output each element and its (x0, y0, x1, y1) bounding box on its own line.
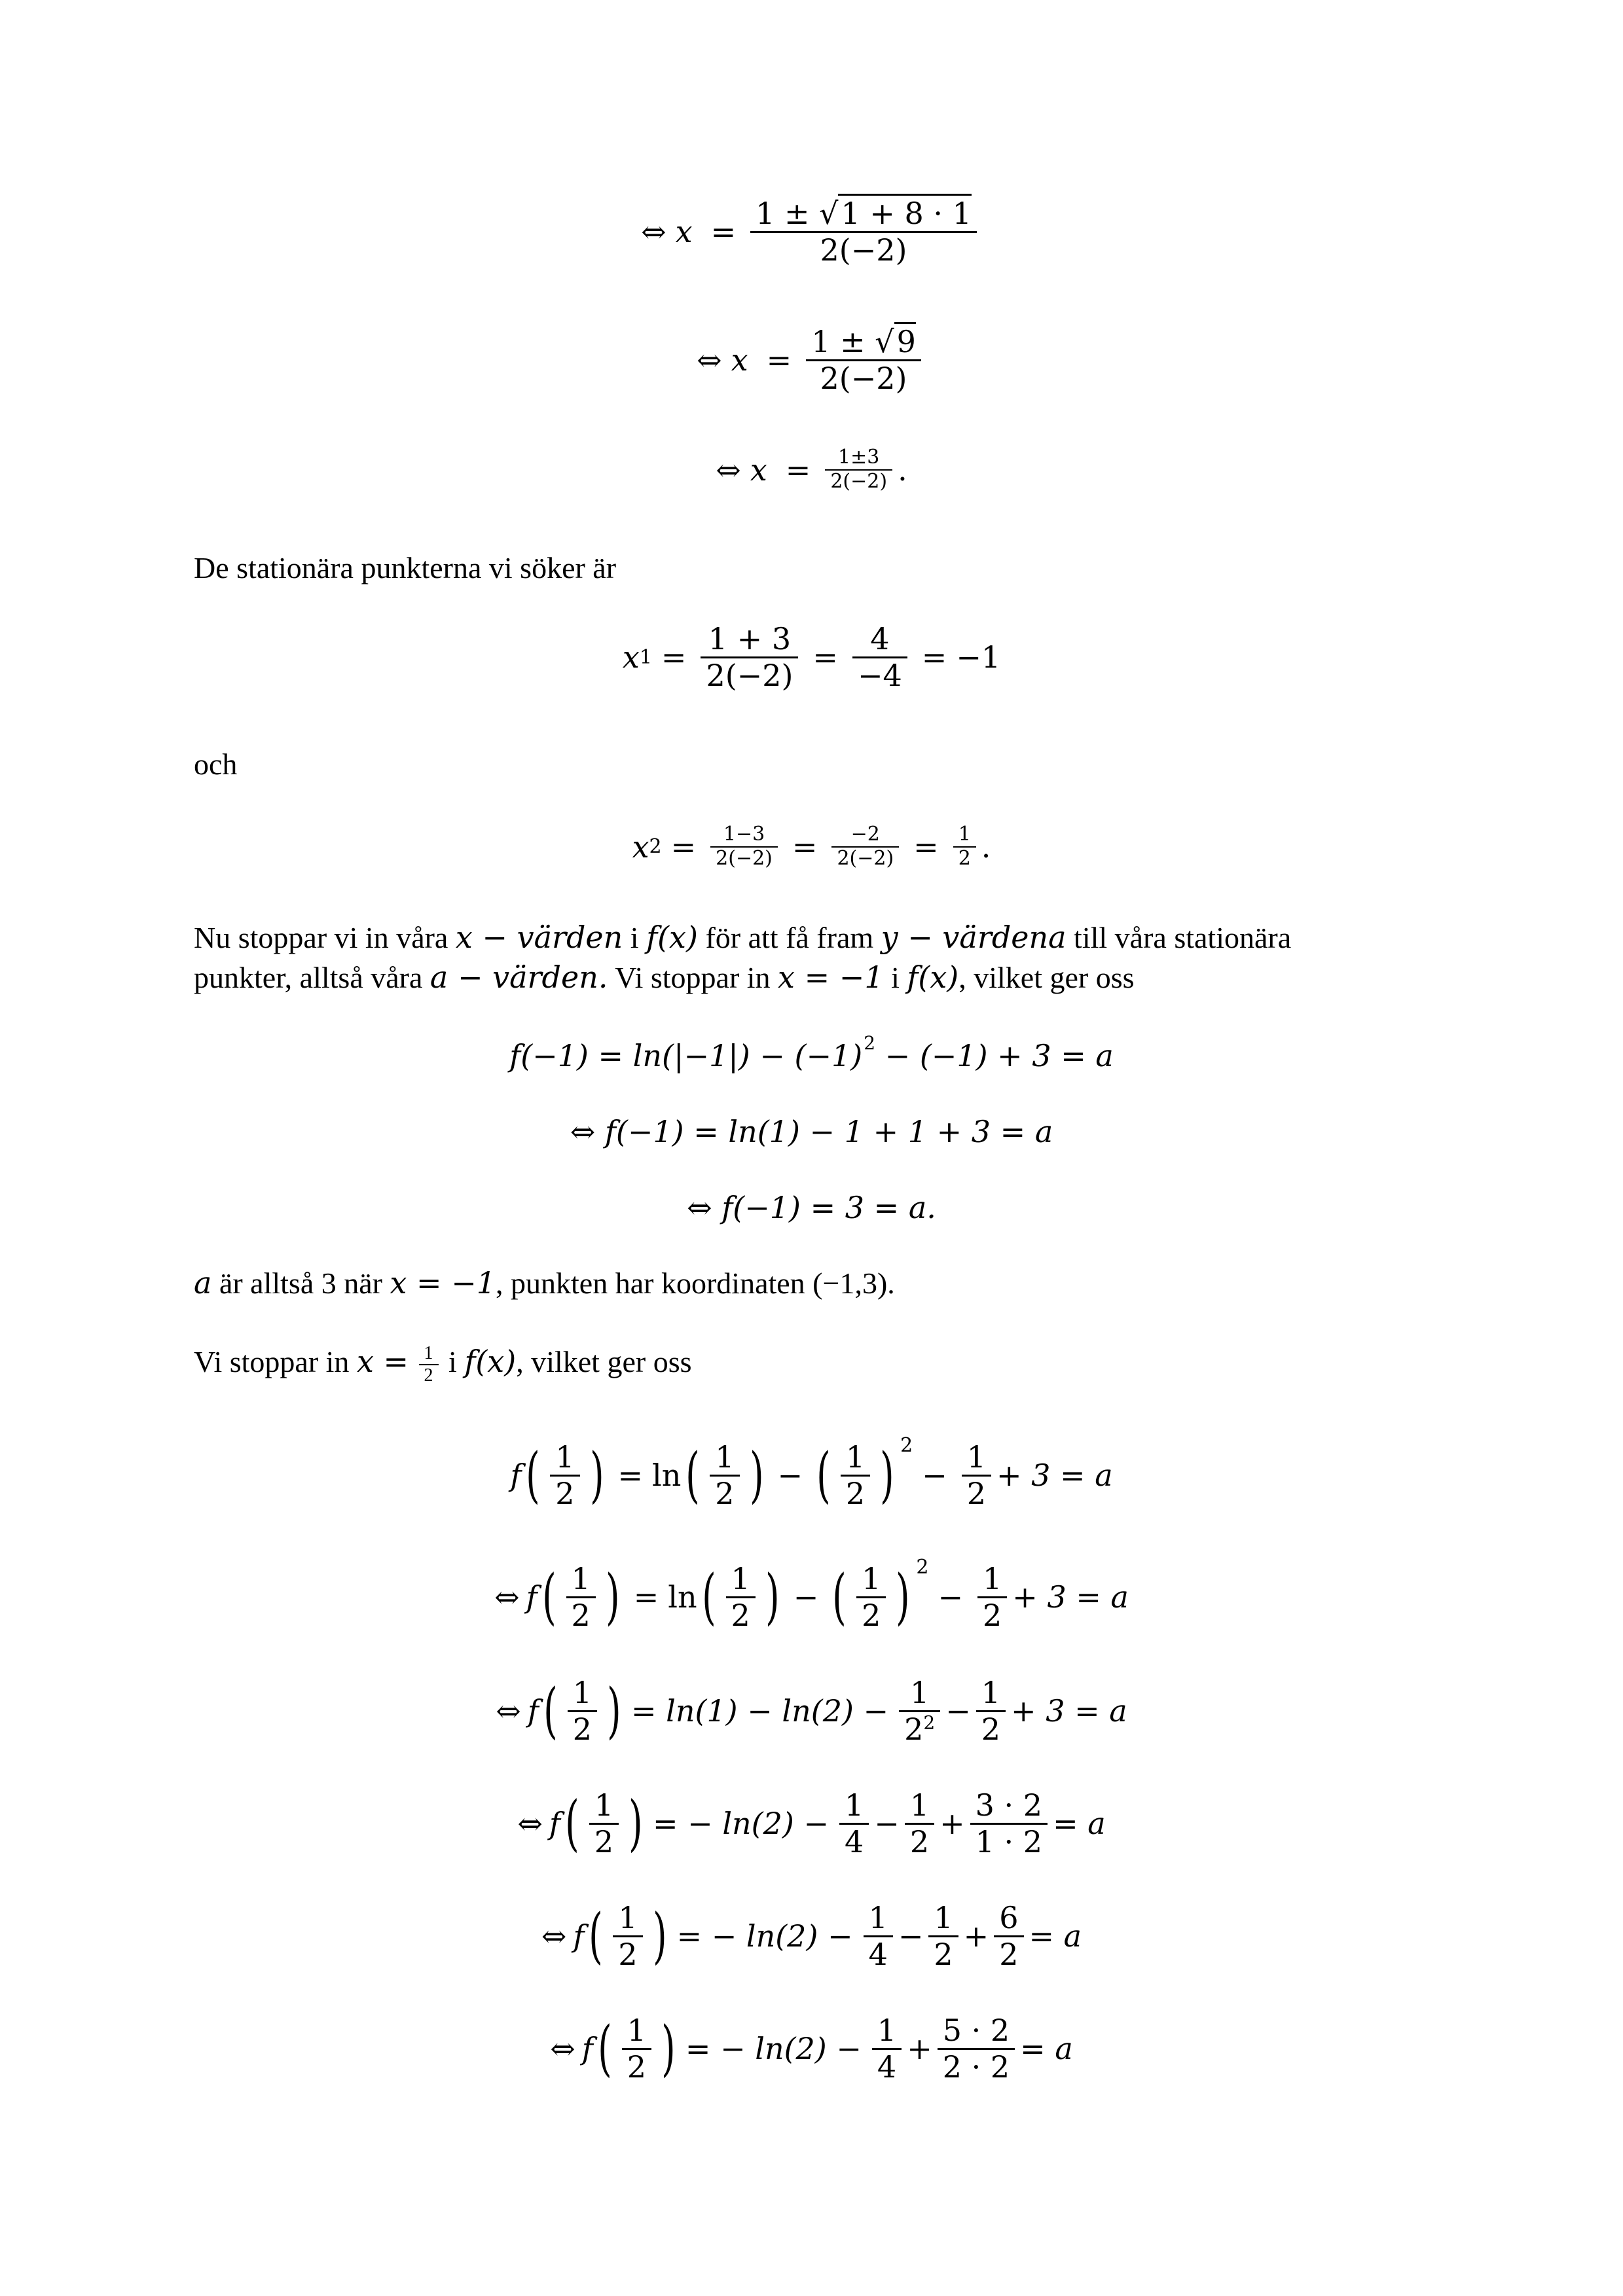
text-run: i (883, 961, 907, 994)
denominator: 4 (877, 2049, 897, 2085)
denominator: 2 · 2 (942, 2049, 1010, 2085)
minus: − (777, 1458, 803, 1494)
fraction (710, 823, 778, 870)
math-run: f(x) (464, 1344, 517, 1379)
fraction (750, 196, 977, 268)
denominator: 2 (966, 1475, 986, 1511)
math-run: y − värdena (881, 920, 1067, 955)
denominator: 2 (731, 1597, 750, 1633)
equation-1pm3: ⇔ x = $\frac{1\pm 3}{2(-2)}$ . (716, 446, 907, 493)
math-run: + 3 = a (996, 1458, 1113, 1494)
equivalence-symbol: ⇔ (697, 342, 722, 378)
denominator: 2 (571, 1597, 591, 1633)
numerator: 1 (594, 1787, 614, 1823)
minus: − (922, 1458, 947, 1494)
equivalence-symbol: ⇔ (716, 452, 741, 488)
numerator: 1 (715, 1439, 735, 1475)
numerator: 1 (571, 1561, 591, 1596)
paragraph-och: och (194, 747, 238, 781)
equivalence-symbol: ⇔ (494, 1579, 520, 1615)
equation-f-minus1-b (0, 1114, 1623, 1149)
text-run: punkter, alltså våra (194, 961, 430, 994)
math-run: = − ln(2) − (676, 1918, 853, 1954)
numerator: 1 (572, 1675, 593, 1710)
fraction (825, 446, 892, 493)
function-f: f (527, 1693, 539, 1729)
equation-sqrt9: ⇔ x = $\frac{1 \pm √9}{2(-2)}$ (0, 325, 1623, 396)
equivalence-symbol: ⇔ (517, 1806, 543, 1842)
variable-x: x (750, 452, 767, 488)
fraction (856, 1562, 886, 1633)
subscript: 1 (639, 645, 652, 669)
fraction (928, 1901, 958, 1972)
numerator: 1 (845, 1439, 866, 1475)
denominator: 2(−2) (706, 657, 793, 693)
variable-x: x (675, 214, 693, 250)
text-run: är alltså 3 när (211, 1266, 390, 1300)
equivalence-symbol: ⇔ (550, 2031, 575, 2067)
function-f: f (581, 2031, 593, 2067)
fraction (701, 622, 798, 693)
math-run: x = (356, 1344, 409, 1379)
text-run: för att få fram (697, 921, 881, 954)
superscript: 2 (923, 1712, 936, 1734)
numerator: 1 (868, 1900, 888, 1935)
paragraph-insert-half (194, 1342, 1438, 1387)
radicand: 9 (894, 322, 916, 359)
fraction (994, 1901, 1023, 1972)
plus: + (963, 1918, 989, 1954)
denominator: 4 (868, 1936, 888, 1972)
numerator: 1 (910, 1675, 930, 1710)
fraction (589, 1788, 619, 1859)
text-run: , vilket ger oss (516, 1345, 692, 1378)
text-run: Nu stoppar vi in våra (194, 921, 456, 954)
fraction (841, 1440, 870, 1511)
plus: + (939, 1806, 965, 1842)
fraction (622, 2013, 651, 2085)
denominator: 2 (618, 1936, 638, 1972)
superscript: 2 (864, 1032, 876, 1054)
math-run: = a (1053, 1806, 1106, 1842)
numerator: 1 (909, 1787, 930, 1823)
numerator-prefix: 1 ± √ (811, 324, 894, 359)
denominator: 4 (845, 1823, 864, 1859)
equation-f-minus1-a (0, 1032, 1623, 1073)
math-run: + 3 = a (1011, 1693, 1127, 1729)
math-run: f(x) (646, 920, 698, 955)
numerator: 1 (981, 1675, 1001, 1710)
numerator: 1 + 3 (708, 621, 792, 656)
fraction (899, 1676, 940, 1747)
equivalence-symbol: ⇔ (641, 214, 666, 250)
math-run: x = −1 (778, 960, 884, 995)
math-run: = − ln(2) − (685, 2031, 862, 2067)
minus: − (945, 1693, 971, 1729)
subscript: 2 (649, 835, 662, 858)
minus: − (938, 1579, 963, 1615)
text-run: till våra stationära (1066, 921, 1292, 954)
function-f: f (549, 1806, 560, 1842)
denominator: −4 (857, 657, 902, 693)
fraction (839, 1788, 869, 1859)
minus: − (874, 1806, 900, 1842)
denominator (899, 1712, 940, 1747)
math-run: f(−1) = ln(|−1|) − (−1) (509, 1038, 863, 1073)
math-run: f(x) (907, 960, 959, 995)
denominator: 2 (958, 846, 971, 870)
math-run: x = −1 (390, 1265, 496, 1300)
numerator: 1 (958, 823, 971, 846)
fraction (550, 1440, 579, 1511)
equivalence-symbol: ⇔ (496, 1693, 521, 1729)
denominator: 2(−2) (830, 469, 888, 493)
function-f: f (573, 1918, 585, 1954)
equation-f-half-2: ⇔ f ( $\frac{1}{2}$ ) = ln ( $\frac{1}{2}$ ) − ( $\frac{1}{2}$ ) 2 − $\frac{1}{2}$ + 3 = a (494, 1555, 1129, 1633)
numerator: 1 (934, 1900, 953, 1935)
minus: − (793, 1579, 819, 1615)
equation-quadratic-formula: ⇔ x = $\frac{1 \pm √1 + 8 \cdot 1}{2(-2)}$ (0, 196, 1623, 268)
math-run: = a (1020, 2031, 1073, 2067)
math-run: = a (1029, 1918, 1082, 1954)
text-run: , punkten har koordinaten (−1,3). (496, 1266, 895, 1300)
paragraph-insert-values (194, 918, 1438, 997)
denominator: 2 (983, 1597, 1002, 1633)
fraction (976, 1676, 1006, 1747)
fraction (710, 1440, 739, 1511)
denominator: 2 (862, 1597, 881, 1633)
period: . (898, 452, 907, 488)
function-f: f (510, 1458, 522, 1494)
numerator: 1±3 (838, 446, 880, 469)
math-run: = ln(1) − ln(2) − (630, 1693, 889, 1729)
numerator-prefix: 1 ± √ (756, 196, 839, 231)
denominator: 2(−2) (716, 846, 773, 870)
denominator: 2 (594, 1823, 614, 1859)
numerator: 1 (983, 1561, 1002, 1596)
numerator: 6 (999, 1900, 1019, 1935)
numerator: 1 (555, 1439, 575, 1475)
equation-f-half-5: ⇔ f ( $\frac{1}{2}$ ) = − ln(2) − $\frac{1}{4}$ − $\frac{1}{2}$ + $\frac{6}{2}$ = a (541, 1900, 1082, 1972)
text-run: i (623, 921, 647, 954)
fraction (852, 622, 907, 693)
denominator: 2 (909, 1823, 930, 1859)
numerator: 1−3 (723, 823, 765, 846)
math-run: a (194, 1265, 212, 1300)
denominator: 2(−2) (820, 232, 907, 268)
variable-x: x (731, 342, 748, 378)
numerator: 1 (618, 1900, 638, 1935)
superscript: 2 (900, 1433, 913, 1457)
numerator: 1 (845, 1787, 864, 1823)
math-run: x − värden (455, 920, 623, 955)
text-run: , vilket ger oss (958, 961, 1135, 994)
numerator: 1 (731, 1561, 750, 1596)
variable-x: x (622, 639, 640, 675)
text-run: Vi stoppar in (608, 961, 778, 994)
numerator: 4 (870, 621, 890, 656)
function-f: f (526, 1579, 538, 1615)
fraction (806, 325, 921, 396)
ln: ln (652, 1458, 682, 1494)
equation-x2: x 2 = $\frac{1-3}{2(-2)}$ = $\frac{-2}{2(-2)}$ = $\frac{1}{2}$ . (632, 823, 991, 870)
denominator: 2 (627, 2049, 647, 2085)
fraction (726, 1562, 756, 1633)
minus: − (898, 1918, 924, 1954)
denominator: 2(−2) (820, 360, 907, 396)
denominator: 2 (555, 1475, 575, 1511)
fraction (566, 1562, 596, 1633)
fraction (831, 823, 899, 870)
denominator: 2(−2) (837, 846, 894, 870)
fraction (419, 1343, 439, 1386)
numerator: 1 (627, 2013, 647, 2048)
fraction (953, 823, 976, 870)
equation-f-minus1-c (0, 1190, 1623, 1225)
fraction (872, 2013, 902, 2085)
variable-x: x (632, 829, 649, 865)
numerator: 5 · 2 (942, 2013, 1010, 2048)
denominator: 2 (572, 1711, 593, 1747)
numerator: −2 (850, 823, 880, 846)
math-run: − (−1) + 3 = a (875, 1038, 1114, 1073)
numerator: 1 (862, 1561, 881, 1596)
denominator: 2 (999, 1936, 1019, 1972)
equation-f-half-4: ⇔ f ( $\frac{1}{2}$ ) = − ln(2) − $\frac{1}{4}$ − $\frac{1}{2}$ + $\frac{3 \cdot 2}{1 \cdot 2}$ = a (517, 1787, 1106, 1859)
base: 2 (904, 1711, 924, 1747)
paragraph-a-equals-3 (194, 1263, 1438, 1303)
numerator: 1 (966, 1439, 986, 1475)
fraction (905, 1788, 934, 1859)
fraction (962, 1440, 991, 1511)
paragraph-stationary-points: De stationära punkterna vi söker är (194, 551, 617, 584)
text-run: i (441, 1345, 465, 1378)
denominator: 2 (981, 1711, 1001, 1747)
fraction (970, 1788, 1048, 1859)
result: −1 (956, 639, 1001, 675)
numerator: 3 · 2 (975, 1787, 1043, 1823)
denominator: 2 (715, 1475, 735, 1511)
text-run: Vi stoppar in (194, 1345, 357, 1378)
fraction (568, 1676, 597, 1747)
denominator: 2 (845, 1475, 866, 1511)
fraction (977, 1562, 1007, 1633)
denominator: 2 (424, 1365, 433, 1386)
denominator: 1 · 2 (975, 1823, 1043, 1859)
math-run: a − värden. (429, 960, 608, 995)
math-run: ⇔ f(−1) = 3 = a. (687, 1190, 936, 1225)
math-run: ⇔ f(−1) = ln(1) − 1 + 1 + 3 = a (570, 1114, 1053, 1149)
math-run: = − ln(2) − (653, 1806, 829, 1842)
plus: + (907, 2031, 932, 2067)
fraction (864, 1901, 893, 1972)
fraction (613, 1901, 642, 1972)
numerator: 1 (424, 1343, 433, 1364)
equation-f-half-3: ⇔ f ( $\frac{1}{2}$ ) = ln(1) − ln(2) − $\frac{1}{2^2}$ − $\frac{1}{2}$ + 3 = a (496, 1675, 1127, 1747)
ln: ln (668, 1579, 697, 1615)
equation-f-half-1: f ( $\frac{1}{2}$ ) = ln ( $\frac{1}{2}$ ) − ( $\frac{1}{2}$ ) 2 − $\frac{1}{2}$ + 3 = a (510, 1433, 1113, 1511)
fraction (938, 2013, 1015, 2085)
superscript: 2 (916, 1555, 929, 1579)
radicand: 1 + 8 · 1 (838, 194, 971, 231)
equivalence-symbol: ⇔ (541, 1918, 567, 1954)
numerator: 1 (877, 2013, 897, 2048)
period: . (981, 829, 991, 865)
equation-f-half-6: ⇔ f ( $\frac{1}{2}$ ) = − ln(2) − $\frac{1}{4}$ + $\frac{5 \cdot 2}{2 \cdot 2}$ = a (550, 2013, 1073, 2085)
math-run: + 3 = a (1012, 1579, 1129, 1615)
denominator: 2 (934, 1936, 953, 1972)
equation-x1: x 1 = $\frac{1 + 3}{2(-2)}$ = $\frac{4}{-4}$ = −1 (622, 621, 1001, 693)
